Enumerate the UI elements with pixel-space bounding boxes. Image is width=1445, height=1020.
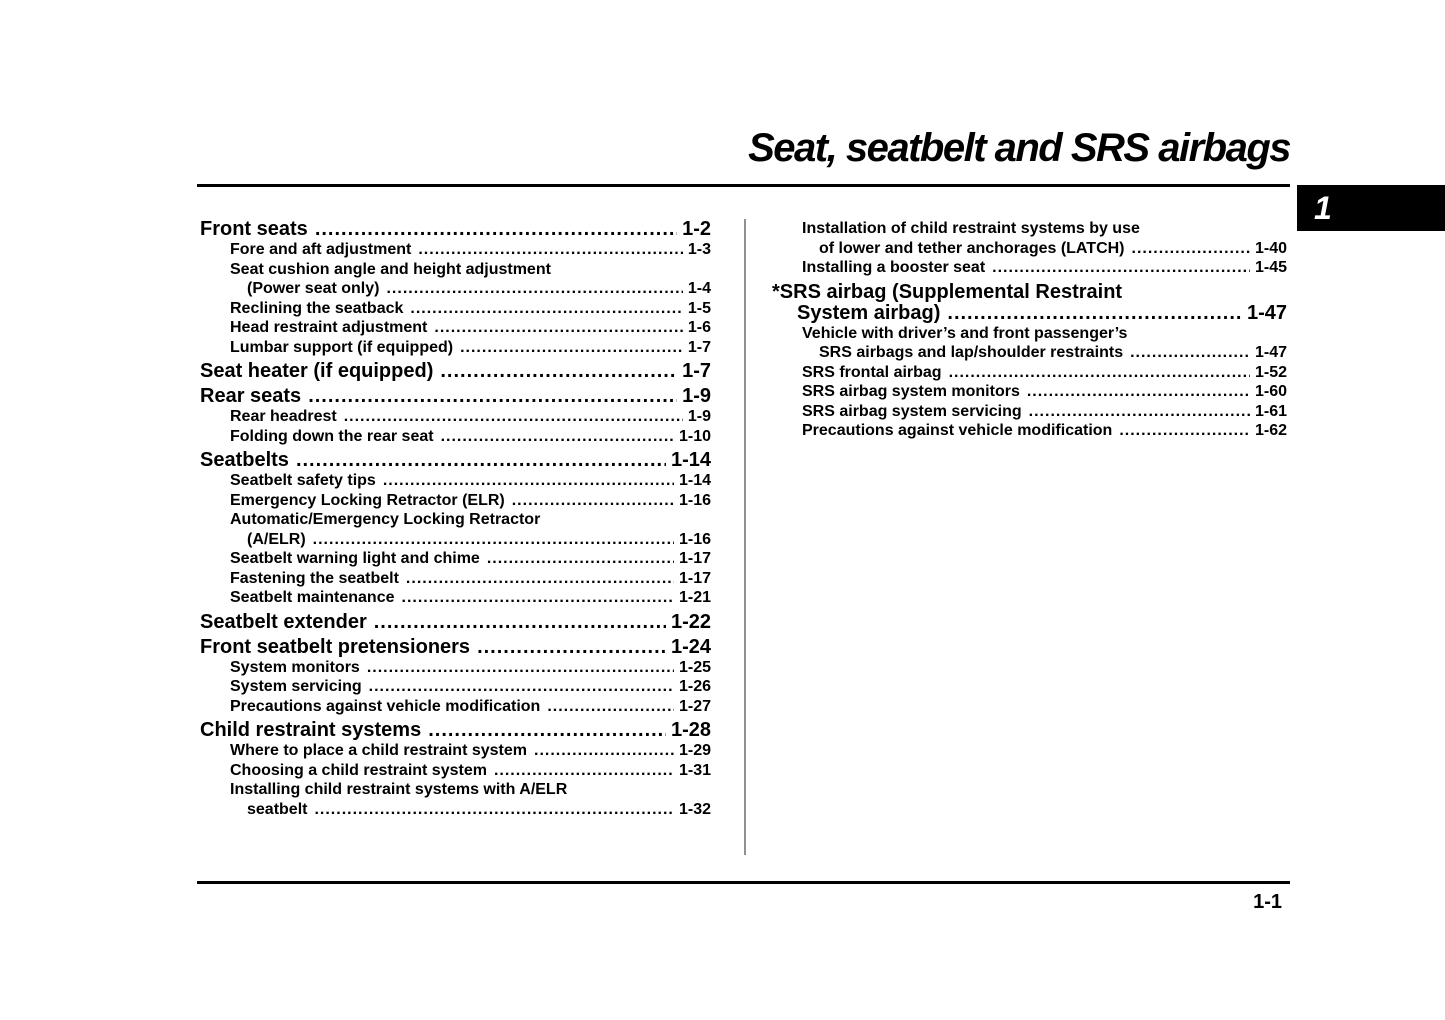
- dot-leader: [367, 658, 674, 678]
- toc-entry-page: 1-14: [670, 449, 711, 471]
- toc-entry: [200, 318, 711, 338]
- toc-entry-label: SRS airbag system servicing: [802, 402, 1022, 420]
- toc-entry-label: Rear seats: [200, 385, 302, 407]
- toc-entry: [200, 260, 711, 280]
- dot-leader: [1132, 239, 1250, 259]
- toc-entry-label: (A/ELR): [247, 530, 306, 548]
- toc-entry-page: 1-7: [682, 360, 711, 382]
- dot-leader: [313, 530, 674, 550]
- toc-entry-label: Front seats: [200, 218, 308, 240]
- dot-leader: [547, 697, 674, 717]
- toc-entry-page: 1-17: [678, 550, 711, 567]
- page-title: Seat, seatbelt and SRS airbags: [748, 126, 1290, 170]
- toc-entry-label: Automatic/Emergency Locking Retractor: [230, 511, 541, 528]
- toc-entry: [200, 637, 711, 658]
- toc-entry-label: Vehicle with driver’s and front passenger’s: [802, 324, 1128, 342]
- toc-entry-label: System airbag): [797, 301, 941, 324]
- toc-entry: [200, 299, 711, 319]
- toc-entry-label: *SRS airbag (Supplemental Restraint: [772, 280, 1123, 303]
- toc-entry-label: Seat cushion angle and height adjustment: [230, 260, 551, 278]
- toc-entry: [772, 421, 1287, 441]
- toc-entry-label: Folding down the rear seat: [230, 427, 434, 445]
- toc-entry-label: Seatbelt extender: [200, 610, 367, 633]
- dot-leader: [947, 303, 1242, 324]
- toc-entry: [772, 282, 1287, 303]
- toc-entry-page: 1-25: [678, 658, 711, 676]
- toc-entry-page: 1-6: [687, 319, 711, 336]
- toc-entry: [200, 219, 711, 240]
- chapter-tab: [1297, 185, 1445, 231]
- toc-entry: [200, 361, 711, 382]
- toc-entry-page: 1-62: [1254, 422, 1287, 439]
- toc-entry-label: Seatbelt safety tips: [230, 472, 376, 489]
- dot-leader: [992, 258, 1250, 278]
- toc-entry: [200, 510, 711, 530]
- toc-entry-label: Lumbar support (if equipped): [230, 338, 454, 356]
- toc-entry-label: System monitors: [230, 658, 360, 676]
- dot-leader: [383, 471, 674, 491]
- toc-entry-page: 1-60: [1254, 383, 1287, 400]
- toc-entry-page: 1-27: [678, 697, 711, 715]
- toc-entry: [772, 219, 1287, 239]
- toc-entry-page: 1-16: [678, 491, 711, 509]
- toc-entry: [200, 658, 711, 678]
- dot-leader: [402, 588, 674, 608]
- toc-entry-page: 1-22: [670, 610, 711, 633]
- toc-entry: [200, 569, 711, 589]
- toc-entry: [200, 720, 711, 741]
- toc-entry-label: Seat heater (if equipped): [200, 360, 434, 382]
- toc-entry: [772, 382, 1287, 402]
- dot-leader: [1119, 421, 1250, 441]
- toc-entry: [772, 324, 1287, 344]
- dot-leader: [494, 761, 674, 781]
- toc-entry-page: 1-52: [1254, 363, 1287, 381]
- toc-entry: [200, 530, 711, 550]
- toc-entry: [772, 343, 1287, 363]
- toc-entry-page: 1-10: [678, 427, 711, 445]
- toc-entry-page: 1-45: [1254, 259, 1287, 276]
- column-divider: [744, 219, 746, 855]
- toc-entry-label: Reclining the seatback: [230, 299, 404, 317]
- toc-entry-page: 1-29: [678, 742, 711, 759]
- dot-leader: [374, 612, 666, 633]
- toc-entry: [200, 741, 711, 761]
- dot-leader: [441, 427, 674, 447]
- toc-entry-page: 1-40: [1254, 239, 1287, 257]
- toc-entry-page: 1-24: [670, 635, 711, 658]
- toc-entry: [200, 780, 711, 800]
- dot-leader: [386, 279, 682, 299]
- toc-entry-label: Front seatbelt pretensioners: [200, 635, 471, 658]
- dot-leader: [434, 318, 682, 338]
- dot-leader: [428, 720, 666, 741]
- toc-entry-page: 1-4: [687, 280, 711, 297]
- dot-leader: [460, 338, 683, 358]
- toc-entry: [772, 303, 1287, 324]
- title-rule: [197, 184, 1290, 187]
- dot-leader: [487, 549, 674, 569]
- toc-entry-page: 1-26: [678, 678, 711, 695]
- toc-entry-label: Installing a booster seat: [802, 259, 986, 276]
- toc-entry-page: 1-61: [1254, 402, 1287, 420]
- dot-leader: [1130, 343, 1250, 363]
- dot-leader: [314, 800, 674, 820]
- toc-entry-page: 1-2: [682, 218, 711, 240]
- dot-leader: [477, 637, 666, 658]
- toc-entry: [200, 427, 711, 447]
- dot-leader: [344, 407, 683, 427]
- toc-entry: [200, 800, 711, 820]
- toc-entry-label: Child restraint systems: [200, 719, 422, 741]
- toc-entry: [200, 612, 711, 633]
- toc-entry-label: Emergency Locking Retractor (ELR): [230, 491, 505, 509]
- toc-entry: [772, 239, 1287, 259]
- toc-entry-label: SRS airbags and lap/shoulder restraints: [819, 344, 1124, 361]
- chapter-tab-number: 1: [1314, 190, 1332, 226]
- dot-leader: [534, 741, 674, 761]
- toc-entry-label: System servicing: [230, 678, 362, 695]
- toc-entry: [200, 279, 711, 299]
- dot-leader: [406, 569, 674, 589]
- toc-entry-page: 1-9: [687, 408, 711, 425]
- toc-entry: [200, 240, 711, 260]
- dot-leader: [1029, 402, 1250, 422]
- toc-entry-page: 1-17: [678, 569, 711, 587]
- toc-entry: [772, 363, 1287, 383]
- toc-entry-label: Seatbelt maintenance: [230, 589, 395, 606]
- toc-entry-label: Where to place a child restraint system: [230, 742, 527, 759]
- dot-leader: [512, 491, 674, 511]
- toc-entry-page: 1-21: [678, 589, 711, 606]
- dot-leader: [315, 219, 677, 240]
- toc-entry-page: 1-14: [678, 472, 711, 489]
- toc-entry-page: 1-9: [682, 385, 711, 407]
- toc-entry: [200, 549, 711, 569]
- toc-entry: [200, 386, 711, 407]
- toc-entry-label: Precautions against vehicle modification: [230, 697, 541, 715]
- toc-entry-page: 1-5: [687, 299, 711, 317]
- dot-leader: [440, 361, 677, 382]
- toc-entry-label: Choosing a child restraint system: [230, 761, 487, 779]
- dot-leader: [410, 299, 682, 319]
- footer-rule: [197, 881, 1290, 884]
- dot-leader: [308, 386, 677, 407]
- toc-column-left: [200, 219, 711, 819]
- toc-entry-page: 1-47: [1254, 344, 1287, 361]
- toc-entry-label: Rear headrest: [230, 408, 337, 425]
- toc-entry-label: seatbelt: [247, 800, 308, 818]
- toc-entry-label: (Power seat only): [247, 280, 380, 297]
- toc-entry: [200, 588, 711, 608]
- toc-entry: [772, 402, 1287, 422]
- dot-leader: [296, 450, 666, 471]
- toc-entry-label: Installing child restraint systems with A/ELR: [230, 781, 568, 798]
- toc-entry-page: 1-31: [678, 761, 711, 779]
- toc-entry: [200, 491, 711, 511]
- toc-entry-page: 1-7: [687, 338, 711, 356]
- toc-entry-label: Fore and aft adjustment: [230, 241, 412, 258]
- toc-entry-page: 1-16: [678, 530, 711, 548]
- toc-entry: [200, 677, 711, 697]
- toc-entry-label: SRS airbag system monitors: [802, 383, 1020, 400]
- toc-entry-page: 1-28: [670, 719, 711, 741]
- toc-entry: [772, 258, 1287, 278]
- toc-entry-page: 1-32: [678, 800, 711, 818]
- dot-leader: [418, 240, 683, 260]
- toc-entry: [200, 697, 711, 717]
- dot-leader: [949, 363, 1250, 383]
- dot-leader: [369, 677, 674, 697]
- toc-entry-label: Precautions against vehicle modification: [802, 422, 1113, 439]
- toc-entry-label: Seatbelt warning light and chime: [230, 550, 480, 567]
- toc-entry-label: Fastening the seatbelt: [230, 569, 399, 587]
- toc-entry: [200, 338, 711, 358]
- toc-entry-label: Head restraint adjustment: [230, 319, 428, 336]
- toc-entry: [200, 407, 711, 427]
- toc-entry-label: Seatbelts: [200, 449, 289, 471]
- toc-entry: [200, 471, 711, 491]
- toc-entry-label: Installation of child restraint systems by use: [802, 220, 1140, 237]
- toc-entry-page: 1-3: [687, 241, 711, 258]
- dot-leader: [1027, 382, 1250, 402]
- toc-entry-page: 1-47: [1246, 301, 1287, 324]
- toc-entry: [200, 450, 711, 471]
- toc-entry-label: SRS frontal airbag: [802, 363, 942, 381]
- footer-page-number: 1-1: [1253, 891, 1282, 913]
- toc-column-right: [772, 219, 1287, 441]
- toc-entry-label: of lower and tether anchorages (LATCH): [819, 239, 1125, 257]
- toc-entry: [200, 761, 711, 781]
